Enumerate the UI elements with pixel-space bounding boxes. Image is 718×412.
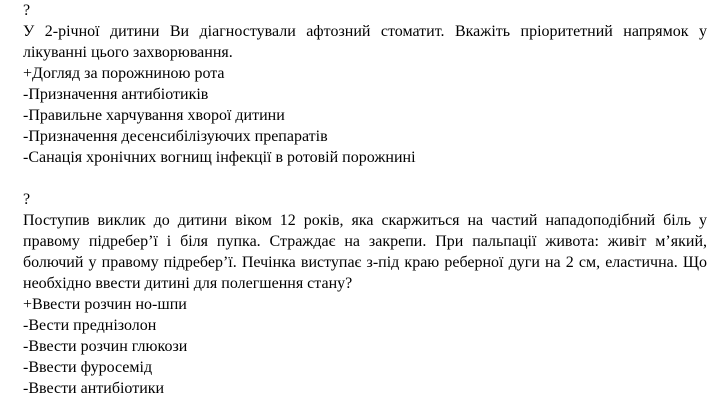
answer-option: -Призначення десенсибілізуючих препаратів <box>23 128 328 145</box>
answer-option: -Призначення антибіотиків <box>23 86 209 103</box>
question-block-2 <box>23 189 707 399</box>
answer-option: -Ввести антибіотики <box>23 380 165 397</box>
question-text: У 2-річної дитини Ви діагностували афтозний стоматит. Вкажіть пріоритетний напрямок у лікуванні цього захворювання. <box>23 23 707 61</box>
document-page <box>23 0 707 399</box>
question-block-1 <box>23 0 707 168</box>
answer-correct: +Догляд за порожниною рота <box>23 65 225 82</box>
answer-option: -Вести преднізолон <box>23 317 157 334</box>
question-marker: ? <box>23 191 31 208</box>
blank-line <box>23 168 707 189</box>
answer-correct: +Ввести розчин но-шпи <box>23 296 187 313</box>
question-marker: ? <box>23 2 31 19</box>
answer-option: -Правильне харчування хворої дитини <box>23 107 285 124</box>
answer-option: -Ввести розчин глюкози <box>23 338 188 355</box>
answer-option: -Санація хронічних вогнищ інфекції в ротовій порожнині <box>23 149 416 166</box>
question-text: Поступив виклик до дитини віком 12 років, яка скаржиться на частий нападоподібний біль у правому підребер’ї і біля пупка. Страждає на закрепи. При пальпації живота: живіт м’який, болючий у правому підребер’ї. Печінка виступає з-під краю реберної дуги на 2 см, еластична. Що необхідно ввести дитині для полегшення стану? <box>23 212 707 292</box>
answer-option: -Ввести фуросемід <box>23 359 153 376</box>
